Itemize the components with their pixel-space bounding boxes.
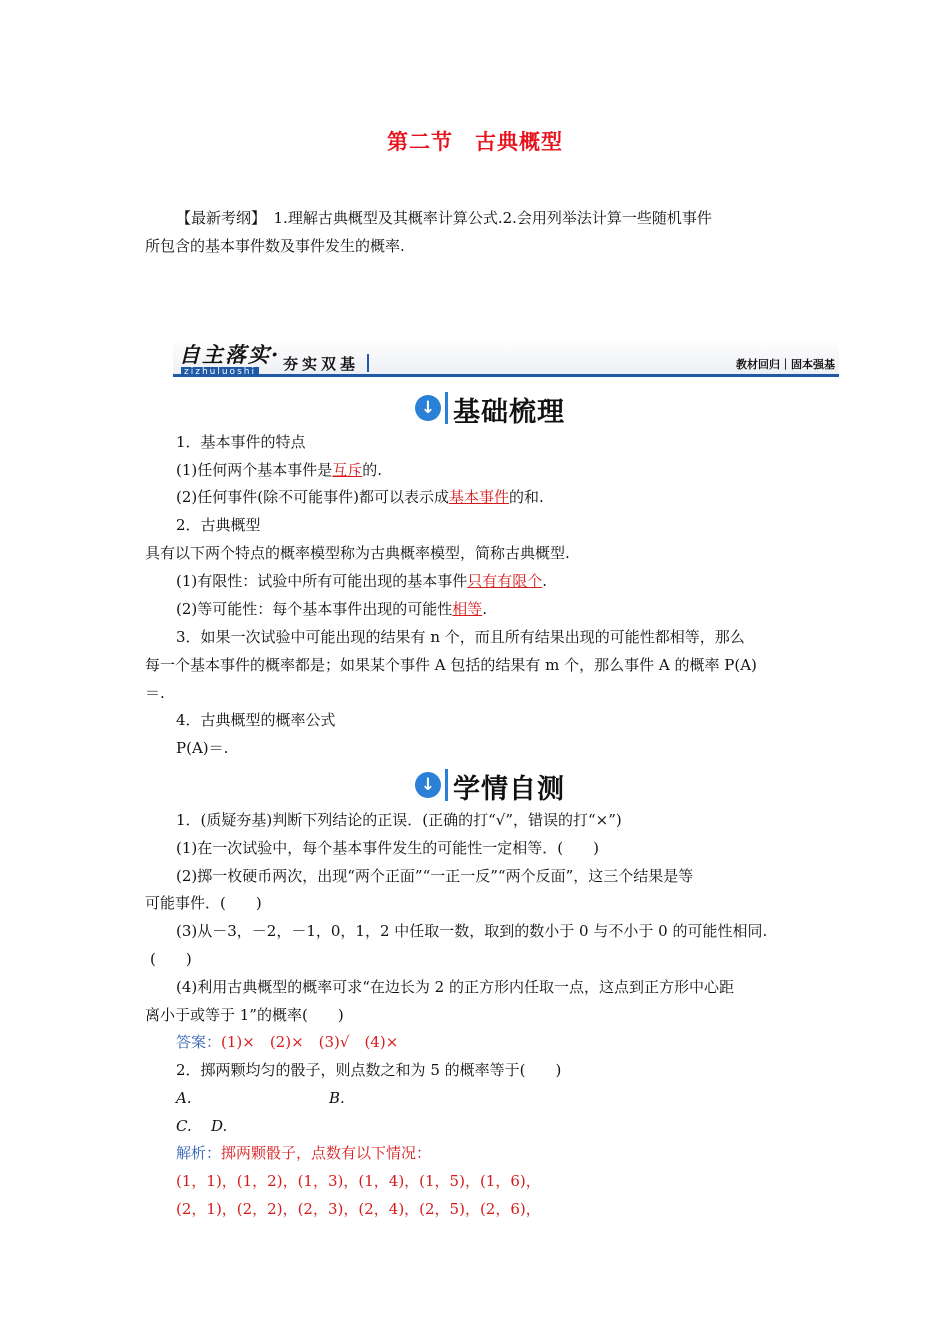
option-a: A. xyxy=(176,1089,192,1107)
answer-line xyxy=(176,1032,398,1052)
answer-label: 答案： xyxy=(176,1033,222,1051)
question-1-item: (4)利用古典概型的概率可求“在边长为 2 的正方形内任取一点，这点到正方形中心距 xyxy=(176,978,734,996)
section-title: 基础梳理 xyxy=(453,397,565,428)
banner-pinyin: zizhuluoshi xyxy=(181,367,259,377)
question-1-item: (3)从－3，－2，－1，0，1，2 中任取一数，取到的数小于 0 与不小于 0 的可能性相同. xyxy=(176,922,768,940)
answer-text: (1)× (2)× (3)√ (4)× xyxy=(221,1033,399,1051)
question-2: 2．掷两颗均匀的骰子，则点数之和为 5 的概率等于( ) xyxy=(176,1061,562,1079)
banner-divider xyxy=(367,354,369,372)
question-1: 1．(质疑夯基)判断下列结论的正误．(正确的打“√”，错误的打“×”) xyxy=(176,811,622,829)
solution-text: 掷两颗骰子，点数有以下情况： xyxy=(221,1144,432,1162)
exam-outline-line1 xyxy=(176,208,712,228)
question-1-item: 离小于或等于 1”的概率( ) xyxy=(145,1006,344,1024)
text: 的和. xyxy=(508,488,544,506)
text-line xyxy=(176,487,544,507)
section-divider xyxy=(445,392,448,424)
text: . xyxy=(542,572,548,590)
solution-line xyxy=(176,1143,431,1163)
banner-subtitle: 夯实双基 xyxy=(283,355,360,373)
answer-blank: 相等 xyxy=(452,600,483,618)
text: (2)任何事件(除不可能事件)都可以表示成 xyxy=(176,488,449,506)
text: (1)任何两个基本事件是 xyxy=(176,461,333,479)
text-line: 4．古典概型的概率公式 xyxy=(176,711,336,729)
text-line xyxy=(176,599,487,619)
exam-outline-label: 【最新考纲】 xyxy=(176,209,259,227)
question-1-item: ( ) xyxy=(150,950,192,968)
exam-outline-line2: 所包含的基本事件数及事件发生的概率. xyxy=(145,237,405,255)
banner-right-text: 教材回归｜固本强基 xyxy=(736,358,835,371)
text-line: 1．基本事件的特点 xyxy=(176,433,306,451)
section-title: 学情自测 xyxy=(453,774,565,805)
answer-blank: 基本事件 xyxy=(448,488,509,506)
text: (2)等可能性：每个基本事件出现的可能性 xyxy=(176,600,453,618)
text: 的. xyxy=(362,461,383,479)
text-line: ＝. xyxy=(145,684,165,702)
question-1-item: 可能事件．( ) xyxy=(145,894,262,912)
down-arrow-icon: ↓ xyxy=(415,395,441,421)
answer-blank: 只有有限个 xyxy=(467,572,543,590)
text: (1)有限性：试验中所有可能出现的基本事件 xyxy=(176,572,468,590)
solution-row: (1，1)，(1，2)，(1，3)，(1，4)，(1，5)，(1，6)， xyxy=(176,1172,541,1190)
text-line xyxy=(176,460,382,480)
option-c: C. xyxy=(176,1117,192,1135)
solution-row: (2，1)，(2，2)，(2，3)，(2，4)，(2，5)，(2，6)， xyxy=(176,1200,541,1218)
section-banner xyxy=(173,338,839,378)
text-line xyxy=(176,571,547,591)
text-line: 每一个基本事件的概率都是；如果某个事件 A 包括的结果有 m 个，那么事件 A 的概率 P(A) xyxy=(145,656,757,674)
exam-outline-text: 1.理解古典概型及其概率计算公式.2.会用列举法计算一些随机事件 xyxy=(258,209,712,227)
text: . xyxy=(482,600,488,618)
text-line: 3．如果一次试验中可能出现的结果有 n 个，而且所有结果出现的可能性都相等，那么 xyxy=(176,628,745,646)
option-b: B. xyxy=(329,1089,345,1107)
section-divider xyxy=(445,769,448,801)
solution-label: 解析： xyxy=(176,1144,222,1162)
answer-blank: 互斥 xyxy=(332,461,363,479)
text-line: 具有以下两个特点的概率模型称为古典概率模型，简称古典概型. xyxy=(145,544,570,562)
option-d: D. xyxy=(211,1117,228,1135)
text-line: 2．古典概型 xyxy=(176,516,261,534)
question-1-item: (1)在一次试验中，每个基本事件发生的可能性一定相等．( ) xyxy=(176,839,599,857)
down-arrow-icon: ↓ xyxy=(415,772,441,798)
question-1-item: (2)掷一枚硬币两次，出现“两个正面”“一正一反”“两个反面”，这三个结果是等 xyxy=(176,867,694,885)
page-title: 第二节 古典概型 xyxy=(387,129,563,154)
text-line: P(A)＝. xyxy=(176,739,229,757)
banner-calligraphy: 自主落实· xyxy=(179,342,281,367)
